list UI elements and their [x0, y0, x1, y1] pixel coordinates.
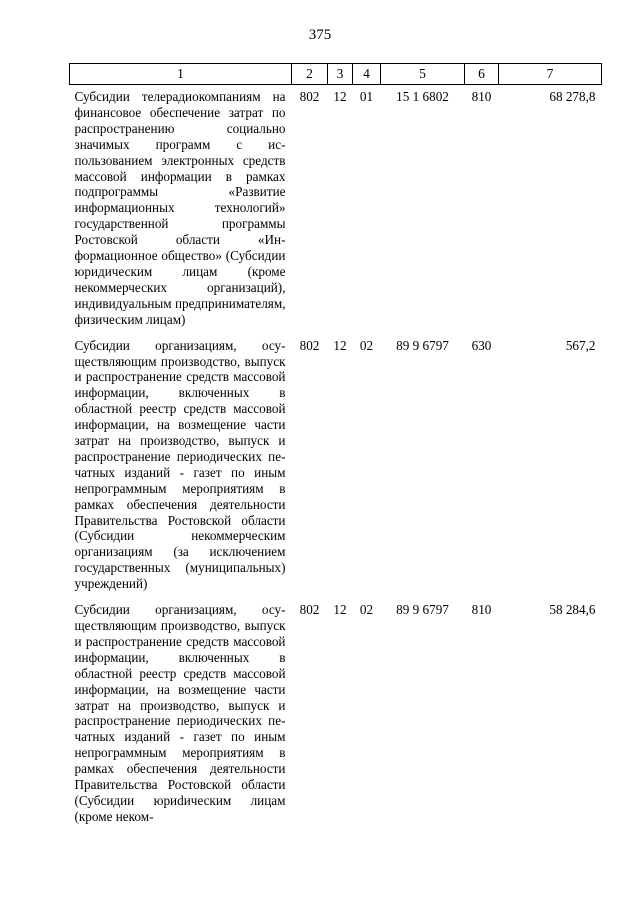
row-ministry-code: 802 [299, 89, 320, 104]
row-expense-type: 630 [471, 337, 492, 353]
table-row [70, 334, 602, 599]
row-target-code: 89 9 6797 [396, 602, 449, 618]
header-col-2: 2 [292, 64, 328, 85]
row-target-code: 89 9 6797 [396, 337, 449, 353]
header-col-5: 5 [381, 64, 465, 85]
row-ministry-code: 802 [299, 602, 320, 618]
row-expense-type: 810 [471, 89, 492, 104]
row-amount: 68 278,8 [549, 89, 596, 104]
header-col-1: 1 [70, 64, 292, 85]
header-col-4: 4 [353, 64, 381, 85]
header-col-3: 3 [328, 64, 353, 85]
row-subsection-code: 01 [359, 89, 374, 104]
row-section-code: 12 [333, 602, 347, 618]
table-row [70, 598, 602, 831]
row-subsection-code: 02 [359, 337, 374, 353]
row-description: Субсидии организациям, осуществляющим производство, выпуск и распространение средств массовой информации, включенных в областной реестр средств массовой информации, на возмещение части затрат на производство, выпуск и распространение периодических печатных изданий - газет по иным непрограммным мероприятиям в рамках обеспечения деятельности Правительства Ростовской области (Субсидии юриdическим лицам (кроме неком- [74, 602, 286, 824]
row-description: Субсидии телерадиокомпаниям на финансовое обеспечение затрат по распространению социально значимых программ с использованием электронных средств массовой информации в рамках подпрограммы «Развитие информационных технологий» государственной программы Ростовской области «Информационное общество» (Субсидии юридическим лицам (кроме некоммерческих организаций), индивидуальным предпринимателям, физическим лицам) [74, 89, 286, 327]
row-expense-type: 810 [471, 602, 492, 618]
row-ministry-code: 802 [299, 337, 320, 353]
header-row [70, 64, 602, 85]
row-amount: 567,2 [565, 337, 596, 353]
row-subsection-code: 02 [359, 602, 374, 618]
row-section-code: 12 [333, 337, 347, 353]
row-amount: 58 284,6 [549, 602, 596, 618]
row-section-code: 12 [333, 89, 347, 104]
budget-table [69, 63, 602, 831]
row-description: Субсидии организациям, осуществляющим производство, выпуск и распространение средств массовой информации, включенных в областной реестр средств массовой информации, на возмещение части затрат на производство, выпуск и распространение периодических печатных изданий - газет по иным непрограммным мероприятиям в рамках обеспечения деятельности Правительства Ростовской области (Субсидии некоммерческим организациям (за исключением государственных (муниципальных) учреждений) [74, 337, 286, 592]
page-number: 375 [308, 27, 332, 43]
header-col-6: 6 [465, 64, 499, 85]
table-row [70, 85, 602, 334]
row-target-code: 15 1 6802 [396, 89, 449, 104]
header-col-7: 7 [499, 64, 602, 85]
